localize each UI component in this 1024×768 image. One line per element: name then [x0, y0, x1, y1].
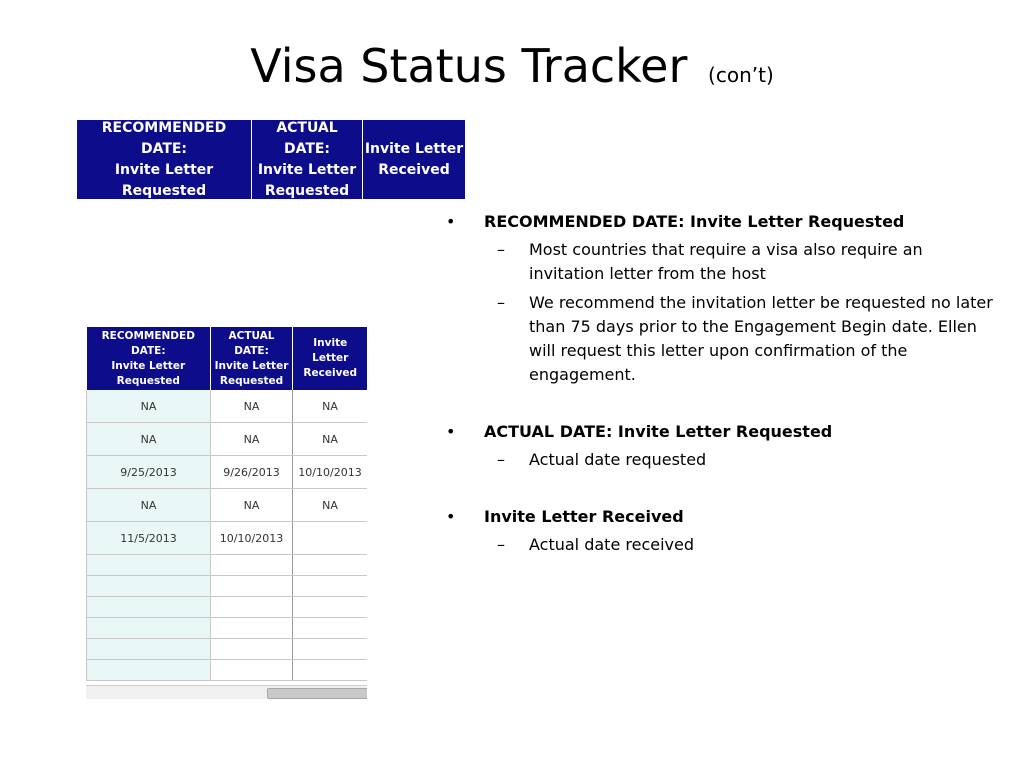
- table-cell-empty[interactable]: [293, 555, 368, 576]
- table-cell[interactable]: NA: [87, 489, 211, 522]
- scrollbar-thumb[interactable]: [267, 688, 367, 699]
- table-cell-empty[interactable]: [211, 639, 293, 660]
- table-cell[interactable]: NA: [211, 423, 293, 456]
- table-cell[interactable]: 10/10/2013: [293, 456, 368, 489]
- table-row: [87, 522, 368, 555]
- table-row: [87, 456, 368, 489]
- table-cell[interactable]: NA: [293, 489, 368, 522]
- table-cell-empty[interactable]: [87, 555, 211, 576]
- notes-list: [440, 210, 1000, 562]
- table-cell-empty[interactable]: [293, 597, 368, 618]
- dash-icon: –: [497, 450, 505, 469]
- header-strip-received: Invite Letter Received: [363, 120, 465, 199]
- table-cell-empty[interactable]: [211, 618, 293, 639]
- sub-bullet: – Actual date requested: [440, 448, 1000, 472]
- table-cell-empty[interactable]: [211, 576, 293, 597]
- table-cell[interactable]: 9/26/2013: [211, 456, 293, 489]
- table-cell-empty[interactable]: [87, 618, 211, 639]
- table-cell[interactable]: NA: [293, 423, 368, 456]
- horizontal-scrollbar[interactable]: [86, 685, 367, 699]
- dash-icon: –: [497, 293, 505, 312]
- bullet-dot-icon: •: [446, 507, 456, 526]
- table-row-empty: [87, 555, 368, 576]
- table-cell-empty[interactable]: [87, 597, 211, 618]
- table-cell-empty[interactable]: [293, 576, 368, 597]
- table-cell-empty[interactable]: [211, 597, 293, 618]
- table-cell-empty[interactable]: [293, 618, 368, 639]
- table-row-empty: [87, 618, 368, 639]
- sub-bullet: – Most countries that require a visa also require an invitation letter from the host: [497, 240, 923, 283]
- table-cell[interactable]: NA: [87, 390, 211, 423]
- table-cell[interactable]: 9/25/2013: [87, 456, 211, 489]
- bullet-heading: • Invite Letter Received: [440, 505, 1000, 529]
- bullet-heading: • ACTUAL DATE: Invite Letter Requested: [440, 420, 1000, 444]
- table-cell-empty[interactable]: [211, 660, 293, 681]
- column-header-recommended[interactable]: RECOMMENDED DATE: Invite Letter Requested: [87, 327, 211, 390]
- table-row-empty: [87, 597, 368, 618]
- column-header-actual[interactable]: ACTUAL DATE: Invite Letter Requested: [211, 327, 293, 390]
- table-cell-empty[interactable]: [211, 555, 293, 576]
- table-cell[interactable]: NA: [211, 489, 293, 522]
- table-cell[interactable]: 11/5/2013: [87, 522, 211, 555]
- dash-icon: –: [497, 240, 505, 259]
- table-row: [87, 423, 368, 456]
- title-text: Visa Status Tracker: [250, 39, 688, 93]
- table-cell-empty[interactable]: [87, 660, 211, 681]
- table-cell[interactable]: [293, 522, 368, 555]
- table-cell-empty[interactable]: [293, 660, 368, 681]
- table-row-empty: [87, 639, 368, 660]
- sub-bullet: – Actual date received: [440, 533, 1000, 557]
- column-header-received[interactable]: Invite Letter Received: [293, 327, 368, 390]
- table-row-empty: [87, 660, 368, 681]
- title-suffix: (con’t): [708, 63, 774, 87]
- table-row-empty: [87, 576, 368, 597]
- slide-title: [0, 36, 1024, 105]
- table-row: [87, 489, 368, 522]
- table-row: [87, 390, 368, 423]
- header-strip-recommended: RECOMMENDED DATE: Invite Letter Requested: [77, 120, 252, 199]
- header-strip-actual: ACTUAL DATE: Invite Letter Requested: [252, 120, 363, 199]
- bullet-heading: • RECOMMENDED DATE: Invite Letter Requested: [440, 210, 1000, 234]
- sub-bullet: – We recommend the invitation letter be requested no later than 75 days prior to the Engagement Begin date. Ellen will request this letter upon confirmation of the engagement.: [497, 293, 993, 384]
- bullet-dot-icon: •: [446, 422, 456, 441]
- dash-icon: –: [497, 535, 505, 554]
- table-cell[interactable]: NA: [211, 390, 293, 423]
- table-cell[interactable]: NA: [87, 423, 211, 456]
- table-cell[interactable]: 10/10/2013: [211, 522, 293, 555]
- table-cell-empty[interactable]: [293, 639, 368, 660]
- table-cell[interactable]: NA: [293, 390, 368, 423]
- header-strip: [77, 120, 465, 199]
- table-cell-empty[interactable]: [87, 639, 211, 660]
- bullet-dot-icon: •: [446, 212, 456, 231]
- table-cell-empty[interactable]: [87, 576, 211, 597]
- table-header-row: [87, 327, 368, 390]
- spreadsheet-table: [86, 327, 367, 699]
